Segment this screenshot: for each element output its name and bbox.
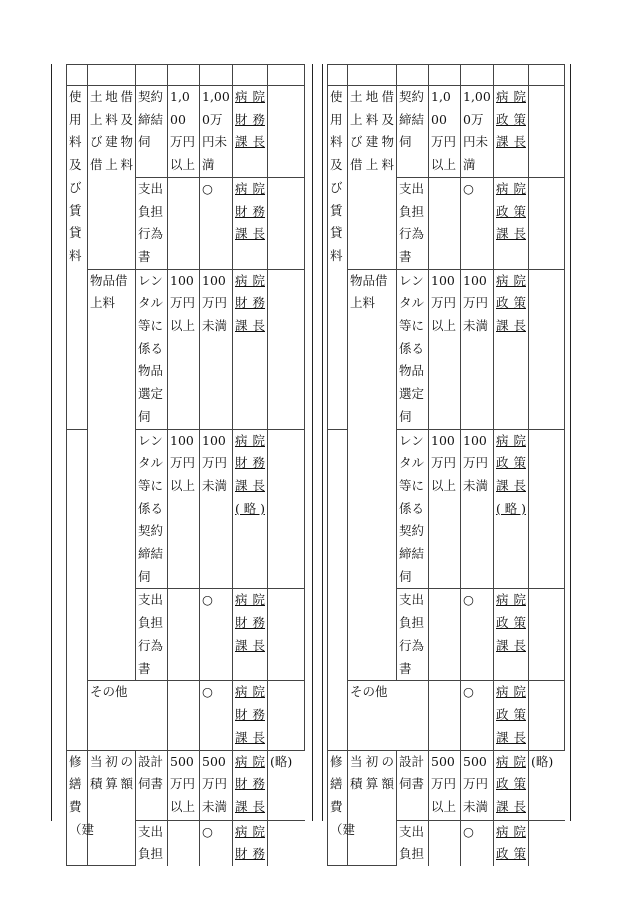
approver-label: 病院政策課長 [496,753,526,814]
table-header-stub [67,65,305,86]
threshold-above: 100万円以上 [431,272,457,334]
threshold-above: 100万円以上 [170,272,196,334]
note-cell: (略) [270,753,293,769]
category-label: 使用料及び賃貸料 [330,89,343,263]
table-header-stub [328,65,565,86]
threshold-below: 100万円未満 [202,272,228,334]
approver-label: 病院財務課長(略) [235,432,265,516]
right-margin-line [570,64,571,821]
approver-label: 病院財務課長 [235,753,265,814]
approver-label: 病院政策課長(略) [496,432,526,516]
document-label: 設計伺書 [399,753,425,792]
item-label: その他 [90,684,128,700]
item-label: 土地借上料及び建物借上料 [90,89,133,173]
approver-label: 病院政策 [496,823,526,862]
threshold-below: 1,000万円未満 [202,89,230,173]
approver-label: 病院政策課長 [496,272,526,334]
document-label: 支出負担行為書 [399,180,425,264]
table-row [67,750,305,820]
item-label: 土地借上料及び建物借上料 [350,89,394,173]
threshold-below: 500万円未満 [202,753,228,814]
category-label: 使用料及び賃貸料 [69,89,82,263]
right-table [327,64,565,866]
approver-label: 病院政策課長 [496,180,526,242]
circle-mark: ○ [202,823,213,839]
threshold-below: 100万円未満 [463,432,489,493]
table-row [67,681,305,750]
document-label: レンタル等に係る物品選定伺 [138,272,164,424]
table-row [328,681,565,750]
approver-label: 病院財務課長 [235,684,265,745]
left-table [66,64,305,866]
document-label: 支出負担行為書 [138,592,164,676]
circle-mark: ○ [463,823,474,839]
item-label: 当初の積算額 [90,753,133,792]
center-line-left [312,64,313,821]
document-label: レンタル等に係る物品選定伺 [399,272,425,424]
item-label: その他 [350,684,388,700]
document-label: 支出負担行為書 [399,592,425,676]
table-row [328,750,565,820]
approver-label: 病院財務課長 [235,89,265,150]
note-cell: (略) [531,753,554,769]
threshold-below: 500万円未満 [463,753,489,814]
table-row [67,86,305,178]
circle-mark: ○ [463,684,474,700]
item-label: 物品借上料 [90,272,128,311]
approver-label: 病院政策課長 [496,592,526,653]
item-label: 当初の積算額 [350,753,394,792]
document-label: 支出負担行為書 [138,180,164,264]
threshold-below: 100万円未満 [463,272,489,334]
threshold-below: 1,000万円未満 [463,89,491,173]
approver-label: 病院財務課長 [235,272,265,334]
circle-mark: ○ [202,592,213,608]
circle-mark: ○ [463,180,474,196]
threshold-above: 500万円以上 [170,753,196,814]
threshold-above: 100万円以上 [170,432,196,493]
document-label: レンタル等に係る契約締結伺 [399,432,425,584]
threshold-above: 100万円以上 [431,432,457,493]
approver-label: 病院財務課長 [235,592,265,653]
document-label: 契約締結伺 [399,89,425,150]
threshold-below: 100万円未満 [202,432,228,493]
approver-label: 病院政策課長 [496,89,526,150]
circle-mark: ○ [463,592,474,608]
item-label: 物品借上料 [350,272,388,311]
category-label: 修繕費（建 [69,753,95,837]
document-label: 支出負担 [138,823,164,862]
category-label: 修繕費（建 [330,753,356,837]
document-label: レンタル等に係る契約締結伺 [138,432,164,584]
circle-mark: ○ [202,180,213,196]
center-line-right [322,64,323,821]
approver-label: 病院財務課長 [235,180,265,242]
left-margin-line [51,64,52,821]
table-row [67,269,305,429]
threshold-above: 1,000万円以上 [431,89,457,173]
document-label: 支出負担 [399,823,425,862]
document-label: 設計伺書 [138,753,164,792]
table-row [328,269,565,429]
approver-label: 病院政策課長 [496,684,526,745]
circle-mark: ○ [202,684,213,700]
approver-label: 病院財務 [235,823,265,862]
document-label: 契約締結伺 [138,89,164,150]
threshold-above: 500万円以上 [431,753,457,814]
threshold-above: 1,000万円以上 [170,89,196,173]
table-row [328,86,565,178]
